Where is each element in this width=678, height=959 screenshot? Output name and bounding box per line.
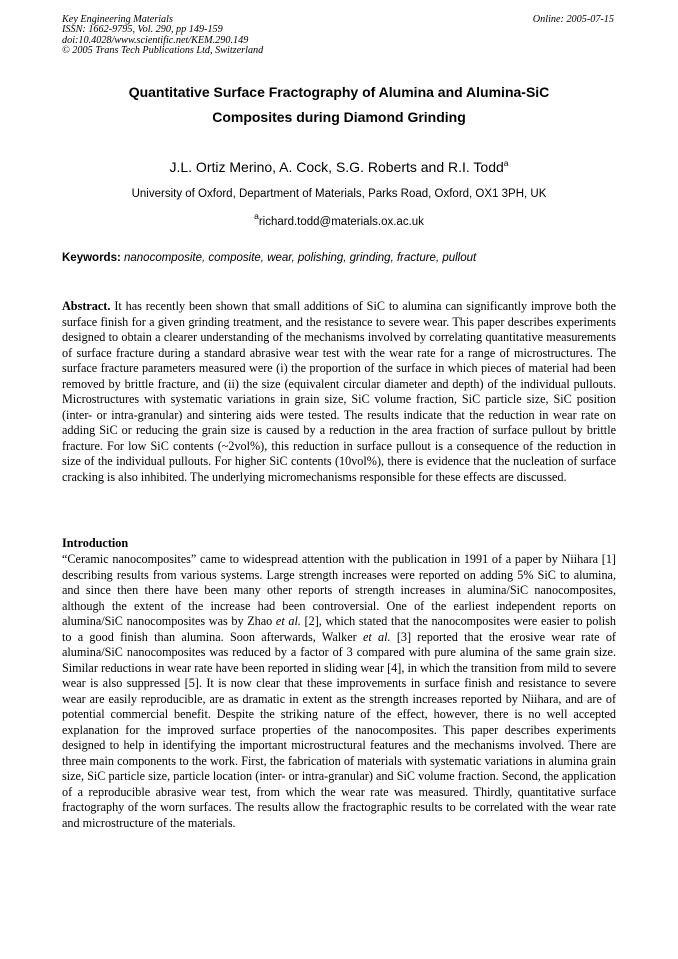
- introduction-text: [62, 552, 616, 831]
- intro-part-1: “Ceramic nanocomposites” came to widespread attention with the publication in 1991 of a paper by Niihara [1] describing results from various systems. Large strength increases were reported on adding 5% SiC to alumina, and since then there have been many other reports of strength increases in alumina/SiC nanocomposites, although the extent of the increase had been controversial. One of the earliest independent reports on alumina/SiC nanocomposites was by Zhao: [62, 552, 616, 628]
- intro-etal-1: et al.: [275, 614, 301, 628]
- journal-header: [62, 15, 263, 56]
- journal-copyright: © 2005 Trans Tech Publications Ltd, Switzerland: [62, 44, 264, 56]
- journal-doi: doi:10.4028/www.scientific.net/KEM.290.149: [62, 34, 249, 46]
- author-list: [40, 158, 638, 176]
- online-date: Online: 2005-07-15: [532, 14, 614, 25]
- keywords-label: Keywords:: [62, 252, 121, 264]
- affiliation: University of Oxford, Department of Materials, Parks Road, Oxford, OX1 3PH, UK: [131, 188, 547, 200]
- introduction-heading: Introduction: [62, 536, 129, 550]
- authors-text: J.L. Ortiz Merino, A. Cock, S.G. Roberts and R.I. Todd: [169, 159, 504, 175]
- abstract-text: It has recently been shown that small additions of SiC to alumina can significantly improve both the surface finish for a given grinding treatment, and the resistance to severe wear. This paper describes experiments designed to obtain a clearer understanding of the mechanisms involved by correlating quantitative measurements of surface fracture during a standard abrasive wear test with the wear rate for a range of microstructures. The surface fracture parameters measured were (i) the proportion of the surface in which pieces of material had been removed by brittle fracture, and (ii) the size (equivalent circular diameter and depth) of the individual pullouts. Microstructures with systematic variations in grain size, SiC volume fraction, SiC particle size, SiC position (inter- or intra-granular) and sintering aids were tested. The results indicate that the reduction in wear rate on adding SiC or reducing the grain size is caused by a reduction in the area fraction of surface pullout by brittle fracture. For low SiC contents (~2vol%), this reduction in surface pullout is a consequence of the reduction in size of the individual pullouts. For higher SiC contents (10vol%), there is evidence that the nucleation of surface cracking is also inhibited. The underlying micromechanisms responsible for these effects are discussed.: [62, 299, 617, 484]
- intro-etal-2: et al.: [362, 629, 391, 644]
- abstract: [62, 299, 616, 485]
- contact-email: [40, 211, 638, 230]
- abstract-label: Abstract.: [62, 299, 111, 313]
- email-footnote-mark: a: [254, 211, 259, 221]
- paper-title-line-1: Quantitative Surface Fractography of Alumina and Alumina-SiC: [128, 84, 550, 100]
- intro-part-3: [3] reported that the erosive wear rate of alumina/SiC nanocomposites was reduced by a factor of 3 compared with pure alumina of the same grain size. Similar reductions in wear rate have been reported in sliding wear [4], in which the transition from mild to severe wear is also suppressed [5]. It is now clear that these improvements in surface finish and resistance to severe wear are easily reproducible, are as dramatic in extent as the strength increases reported by Niihara, and are of potential commercial benefit. Despite the striking nature of the effect, however, there is no well accepted explanation for the improved surface properties of the nanocomposites. This paper describes experiments designed to help in identifying the important microstructural features and the mechanisms involved. There are three main components to the work. First, the fabrication of materials with systematic variations in alumina grain size, SiC particle size, particle location (inter- or intra-granular) and SiC volume fraction. Second, the application of a reproducible abrasive wear test, from which the wear rate was measured. Thirdly, quantitative surface fractography of the worn surfaces. The results allow the fractographic results to be correlated with the wear rate and microstructure of the materials.: [62, 629, 616, 830]
- journal-name: Key Engineering Materials: [62, 14, 173, 25]
- keywords: [62, 250, 616, 266]
- keywords-list: nanocomposite, composite, wear, polishing, grinding, fracture, pullout: [124, 252, 477, 264]
- author-footnote-mark: a: [503, 158, 509, 168]
- journal-issn: ISSN: 1662-9795, Vol. 290, pp 149-159: [62, 24, 223, 36]
- paper-title-line-2: Composites during Diamond Grinding: [212, 109, 466, 125]
- intro-part-2: [2], which stated that the nanocomposites were easier to polish to a good finish than alumina. Soon afterwards, Walker: [62, 614, 616, 644]
- email-address: richard.todd@materials.ox.ac.uk: [258, 216, 424, 228]
- paper-title: [40, 80, 638, 130]
